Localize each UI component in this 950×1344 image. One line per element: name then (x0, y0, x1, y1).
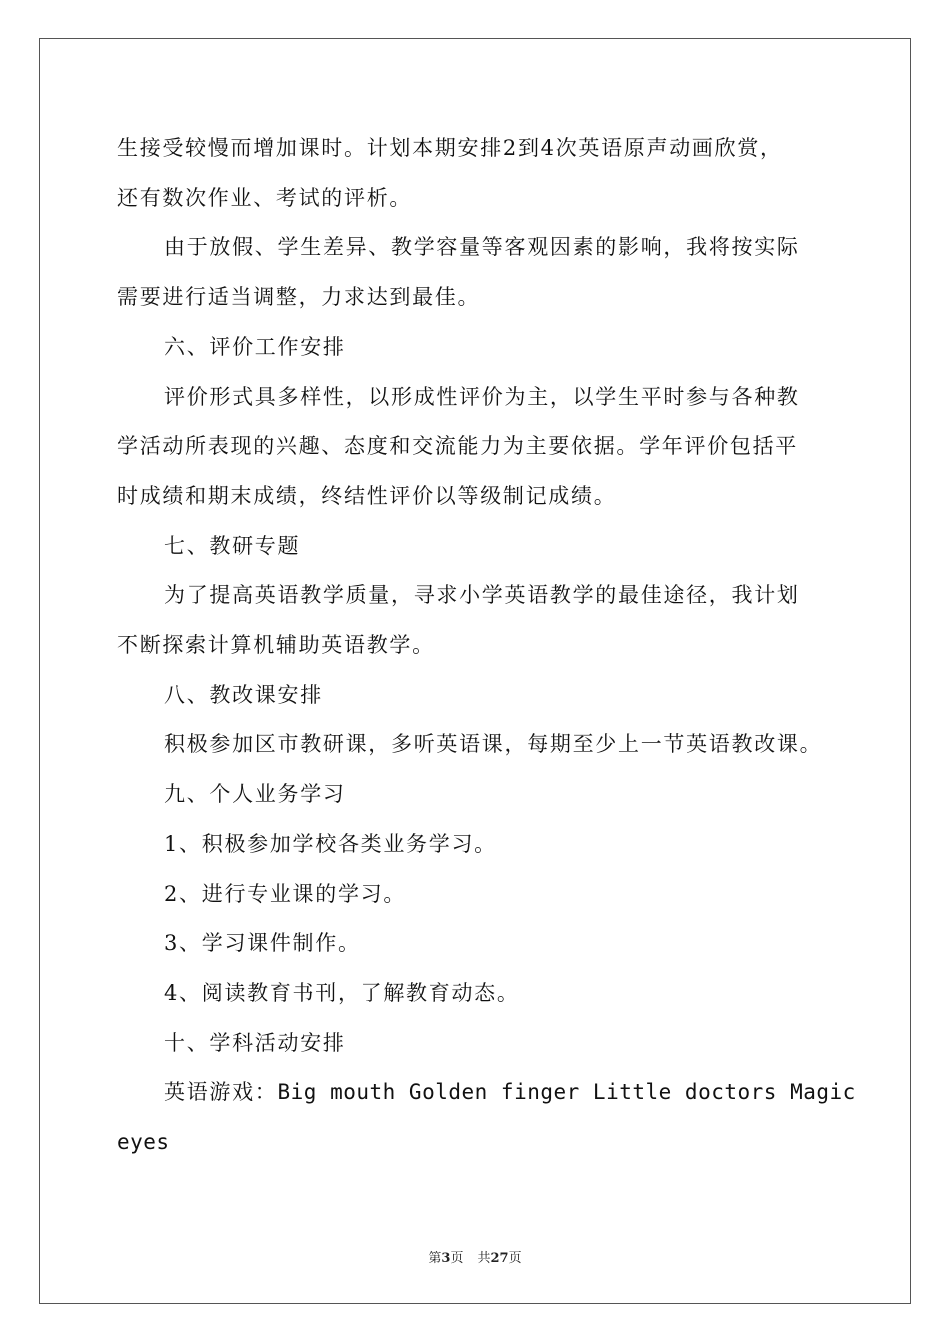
section-heading: 六、评价工作安排 (164, 334, 346, 359)
total-prefix: 共 (477, 1251, 491, 1266)
paragraph-line: 学活动所表现的兴趣、态度和交流能力为主要依据。学年评价包括平 (117, 434, 798, 459)
games-text: Big mouth Golden finger Little doctors Magic (277, 1080, 856, 1105)
paragraph-line: 积极参加区市教研课，多听英语课，每期至少上一节英语教改课。 (164, 732, 823, 757)
games-line (117, 1068, 856, 1118)
paragraph-line: 生接受较慢而增加课时。计划本期安排2到4次英语原声动画欣赏， (117, 136, 783, 160)
total-suffix: 页 (508, 1251, 522, 1266)
games-continued: eyes (117, 1130, 170, 1155)
page-number: 3 (441, 1251, 451, 1266)
paragraph-line: 为了提高英语教学质量，寻求小学英语教学的最佳途径，我计划 (164, 583, 800, 608)
paragraph-line: 不断探索计算机辅助英语教学。 (117, 633, 435, 658)
paragraph-line: 还有数次作业、考试的评析。 (117, 185, 413, 210)
list-item: 1、积极参加学校各类业务学习。 (164, 831, 497, 856)
section-heading: 八、教改课安排 (164, 682, 323, 707)
page-suffix: 页 (450, 1251, 464, 1266)
total-pages: 27 (490, 1251, 509, 1266)
list-item: 3、学习课件制作。 (164, 931, 361, 956)
list-item: 2、进行专业课的学习。 (164, 881, 407, 906)
games-label: 英语游戏： (164, 1080, 278, 1105)
list-item: 4、阅读教育书刊，了解教育动态。 (164, 980, 520, 1005)
games-line-continued (117, 1118, 837, 1168)
section-heading: 十、学科活动安排 (164, 1030, 346, 1055)
paragraph-line: 评价形式具多样性，以形成性评价为主，以学生平时参与各种教 (164, 384, 800, 409)
page-prefix: 第 (428, 1251, 442, 1266)
paragraph-line: 时成绩和期末成绩，终结性评价以等级制记成绩。 (117, 483, 617, 508)
section-heading: 七、教研专题 (164, 533, 301, 558)
document-body (117, 124, 856, 1168)
paragraph-line: 由于放假、学生差异、教学容量等客观因素的影响，我将按实际 (164, 235, 800, 260)
page-footer (0, 1247, 950, 1266)
section-heading: 九、个人业务学习 (164, 782, 346, 807)
paragraph-line: 需要进行适当调整，力求达到最佳。 (117, 285, 481, 310)
